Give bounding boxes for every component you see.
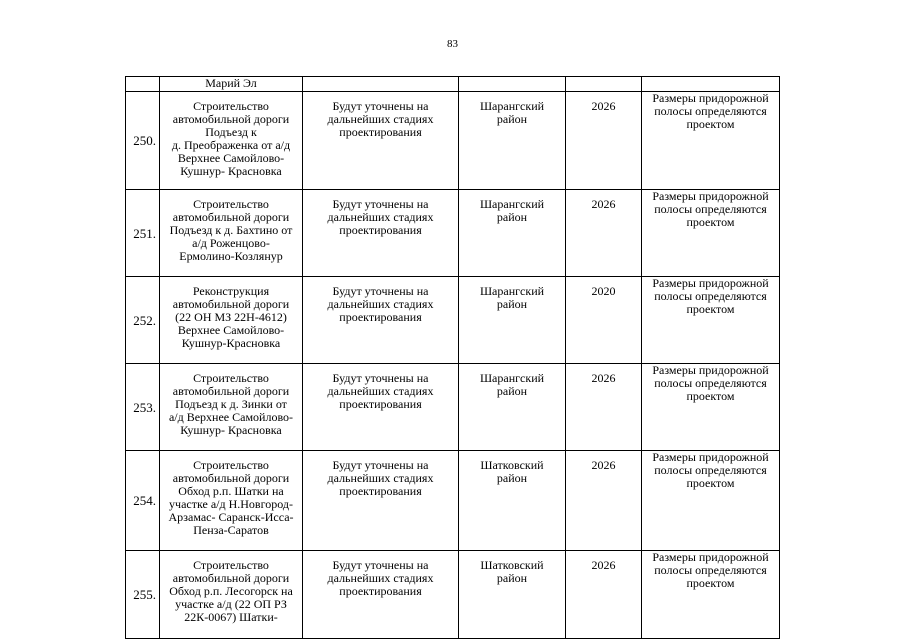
- district-name: Шарангский район: [479, 284, 545, 311]
- object-name-cell: [160, 451, 303, 551]
- table-row: [126, 551, 780, 639]
- object-name-cell: [160, 277, 303, 364]
- row-number: 254.: [133, 493, 156, 508]
- row-number: 250.: [133, 133, 156, 148]
- row-number: 255.: [133, 587, 156, 602]
- year-value-cell: [566, 364, 642, 451]
- object-parameters-cell: [303, 364, 459, 451]
- district-cell: [459, 77, 566, 92]
- year-value-cell: [566, 190, 642, 277]
- district-name-cell: [459, 92, 566, 190]
- params-cell: [303, 77, 459, 92]
- roadside-note-cell: [642, 92, 780, 190]
- row-number-cell: [126, 364, 160, 451]
- object-parameters-cell: [303, 451, 459, 551]
- roads-table: [125, 76, 780, 639]
- table-row: [126, 277, 780, 364]
- object-name-cell: [160, 364, 303, 451]
- table-row: [126, 364, 780, 451]
- district-name: Шарангский район: [479, 99, 545, 126]
- roadside-note-cell: [642, 551, 780, 639]
- object-parameters: Будут уточнены на дальнейших стадиях проектирования: [327, 458, 434, 498]
- object-parameters-cell: [303, 551, 459, 639]
- district-name: Шарангский район: [479, 371, 545, 398]
- district-name: Шатковский район: [480, 558, 544, 585]
- num-cell: [126, 77, 160, 92]
- district-name-cell: [459, 277, 566, 364]
- object-name: Строительство автомобильной дороги Обход р.п. Шатки на участке а/д Н.Новгород- Арзамас- Саранск-Исса- Пенза-Саратов: [168, 458, 294, 537]
- year-value: 2026: [591, 99, 616, 113]
- year-cell: [566, 77, 642, 92]
- roadside-note-cell: [642, 451, 780, 551]
- object-parameters: Будут уточнены на дальнейших стадиях проектирования: [327, 284, 434, 324]
- year-value: 2020: [591, 284, 616, 298]
- continuation-row: [126, 77, 780, 92]
- page-number: 83: [447, 38, 458, 50]
- object-name-cell: [160, 190, 303, 277]
- object-name: Строительство автомобильной дороги Подъезд к д. Преображенка от а/д Верхнее Самойлово- Кушнур- Красновка: [171, 99, 291, 178]
- roadside-note: Размеры придорожной полосы определяются проектом: [652, 363, 769, 403]
- year-value-cell: [566, 277, 642, 364]
- district-name-cell: [459, 364, 566, 451]
- name-cell: [160, 77, 303, 92]
- object-name: Строительство автомобильной дороги Подъезд к д. Зинки от а/д Верхнее Самойлово- Кушнур- Красновка: [168, 371, 294, 437]
- object-name: Строительство автомобильной дороги Подъезд к д. Бахтино от а/д Роженцово- Ермолино-Козлянур: [169, 197, 293, 263]
- year-value: 2026: [591, 371, 616, 385]
- year-value: 2026: [591, 197, 616, 211]
- object-name-cell: [160, 92, 303, 190]
- roadside-note: Размеры придорожной полосы определяются проектом: [652, 91, 769, 131]
- row-number-cell: [126, 451, 160, 551]
- row-number-cell: [126, 190, 160, 277]
- district-name-cell: [459, 451, 566, 551]
- object-parameters: Будут уточнены на дальнейших стадиях проектирования: [327, 99, 434, 139]
- object-parameters-cell: [303, 190, 459, 277]
- object-parameters: Будут уточнены на дальнейших стадиях проектирования: [327, 371, 434, 411]
- year-value-cell: [566, 451, 642, 551]
- roadside-note-cell: [642, 190, 780, 277]
- row-number: 252.: [133, 312, 156, 328]
- row-number: 251.: [133, 225, 156, 241]
- table-row: [126, 92, 780, 190]
- note-cell: [642, 77, 780, 92]
- object-parameters-cell: [303, 92, 459, 190]
- object-parameters: Будут уточнены на дальнейших стадиях проектирования: [327, 558, 434, 598]
- region-text: Марий Эл: [205, 76, 257, 90]
- object-parameters-cell: [303, 277, 459, 364]
- year-value: 2026: [591, 458, 616, 472]
- district-name: Шатковский район: [480, 458, 544, 485]
- object-name: Строительство автомобильной дороги Обход р.п. Лесогорск на участке а/д (22 ОП РЗ 22К-0067) Шатки-: [169, 558, 293, 624]
- roadside-note: Размеры придорожной полосы определяются проектом: [652, 276, 769, 316]
- year-value-cell: [566, 551, 642, 639]
- object-name: Реконструкция автомобильной дороги (22 ОН МЗ 22Н-4612) Верхнее Самойлово- Кушнур-Красновка: [172, 284, 290, 350]
- table-row: [126, 451, 780, 551]
- roadside-note-cell: [642, 364, 780, 451]
- roadside-note: Размеры придорожной полосы определяются проектом: [652, 450, 769, 490]
- roadside-note: Размеры придорожной полосы определяются проектом: [652, 189, 769, 229]
- year-value-cell: [566, 92, 642, 190]
- district-name: Шарангский район: [479, 197, 545, 224]
- row-number-cell: [126, 92, 160, 190]
- row-number-cell: [126, 551, 160, 639]
- object-parameters: Будут уточнены на дальнейших стадиях проектирования: [327, 197, 434, 237]
- table-row: [126, 190, 780, 277]
- district-name-cell: [459, 190, 566, 277]
- roadside-note-cell: [642, 277, 780, 364]
- row-number: 253.: [133, 399, 156, 415]
- roadside-note: Размеры придорожной полосы определяются проектом: [652, 550, 769, 590]
- row-number-cell: [126, 277, 160, 364]
- district-name-cell: [459, 551, 566, 639]
- year-value: 2026: [591, 558, 616, 572]
- object-name-cell: [160, 551, 303, 639]
